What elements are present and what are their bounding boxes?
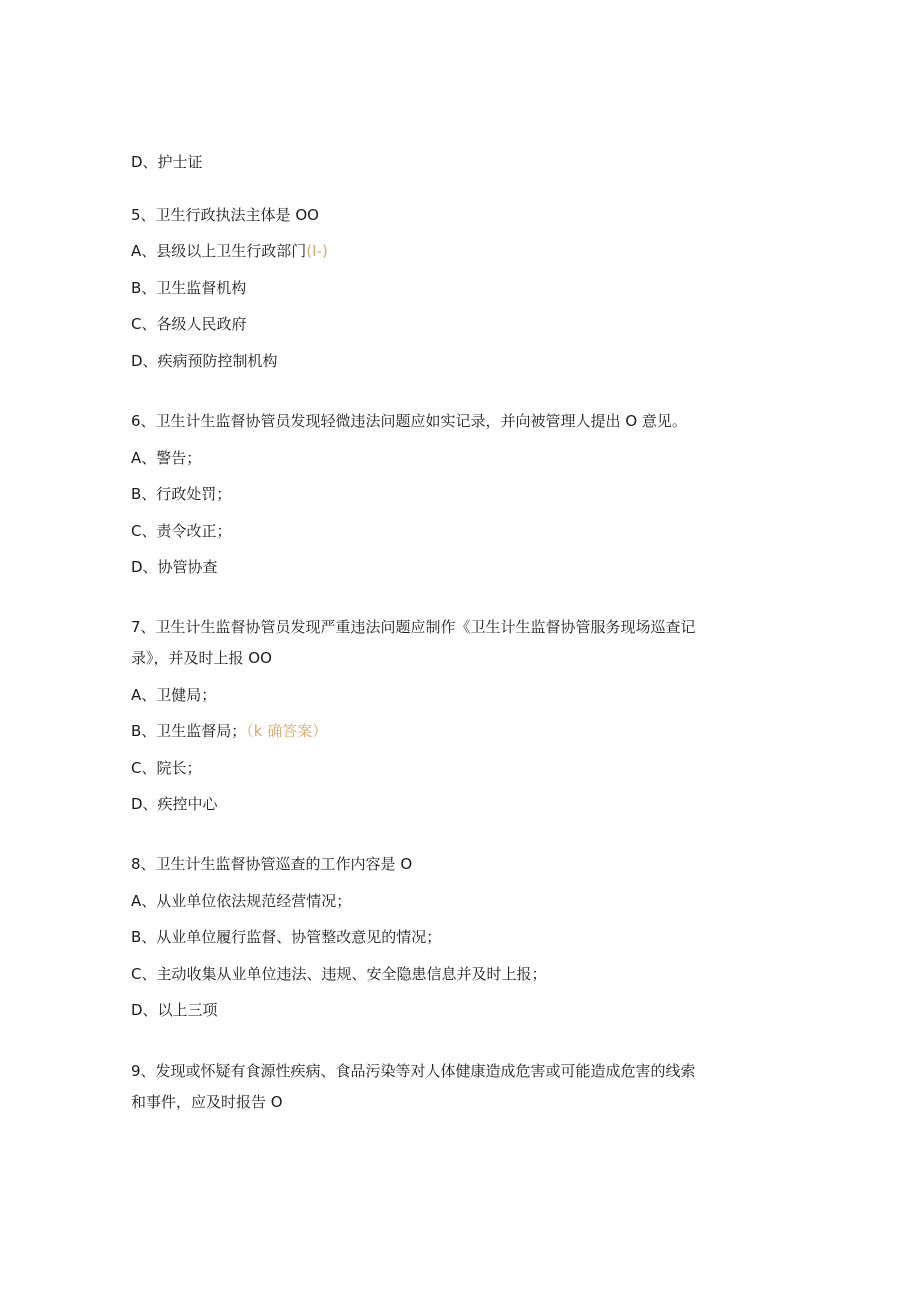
question-5: 5、卫生行政执法主体是 OO (131, 206, 319, 224)
answer-mark: (I-) (306, 242, 328, 260)
question-9-line-1: 9、发现或怀疑有食源性疾病、食品污染等对人体健康造成危害或可能造成危害的线索 (131, 1062, 696, 1080)
question-9-line-2: 和事件，应及时报告 O (131, 1093, 283, 1111)
option-6-a: A、警告； (131, 449, 202, 467)
option-8-b: B、从业单位履行监督、协管整改意见的情况； (131, 928, 442, 946)
option-5-c: C、各级人民政府 (131, 315, 247, 333)
option-6-c: C、责令改正； (131, 522, 232, 540)
option-8-d: D、以上三项 (131, 1001, 218, 1019)
question-7-line-1: 7、卫生计生监督协管员发现严重违法问题应制作《卫生计生监督协管服务现场巡查记 (131, 618, 696, 636)
option-5-a: A、县级以上卫生行政部门(I-) (131, 242, 328, 260)
option-8-c: C、主动收集从业单位违法、违规、安全隐患信息并及时上报； (131, 965, 547, 983)
option-6-b: B、行政处罚； (131, 485, 232, 503)
option-4-d: D、护士证 (131, 153, 203, 171)
option-7-c: C、院长； (131, 759, 202, 777)
question-6: 6、卫生计生监督协管员发现轻微违法问题应如实记录，并向被管理人提出 O 意见。 (131, 412, 687, 430)
option-7-a: A、卫健局； (131, 686, 217, 704)
option-7-d: D、疾控中心 (131, 795, 218, 813)
option-5-b: B、卫生监督机构 (131, 279, 247, 297)
option-5-d: D、疾病预防控制机构 (131, 352, 278, 370)
option-6-d: D、协管协查 (131, 558, 218, 576)
option-8-a: A、从业单位依法规范经营情况； (131, 892, 352, 910)
answer-mark: （k 确答案） (246, 722, 328, 740)
question-8: 8、卫生计生监督协管巡查的工作内容是 O (131, 855, 413, 873)
question-7-line-2: 录》，并及时上报 OO (131, 649, 272, 667)
option-7-b: B、卫生监督局；（k 确答案） (131, 722, 328, 740)
